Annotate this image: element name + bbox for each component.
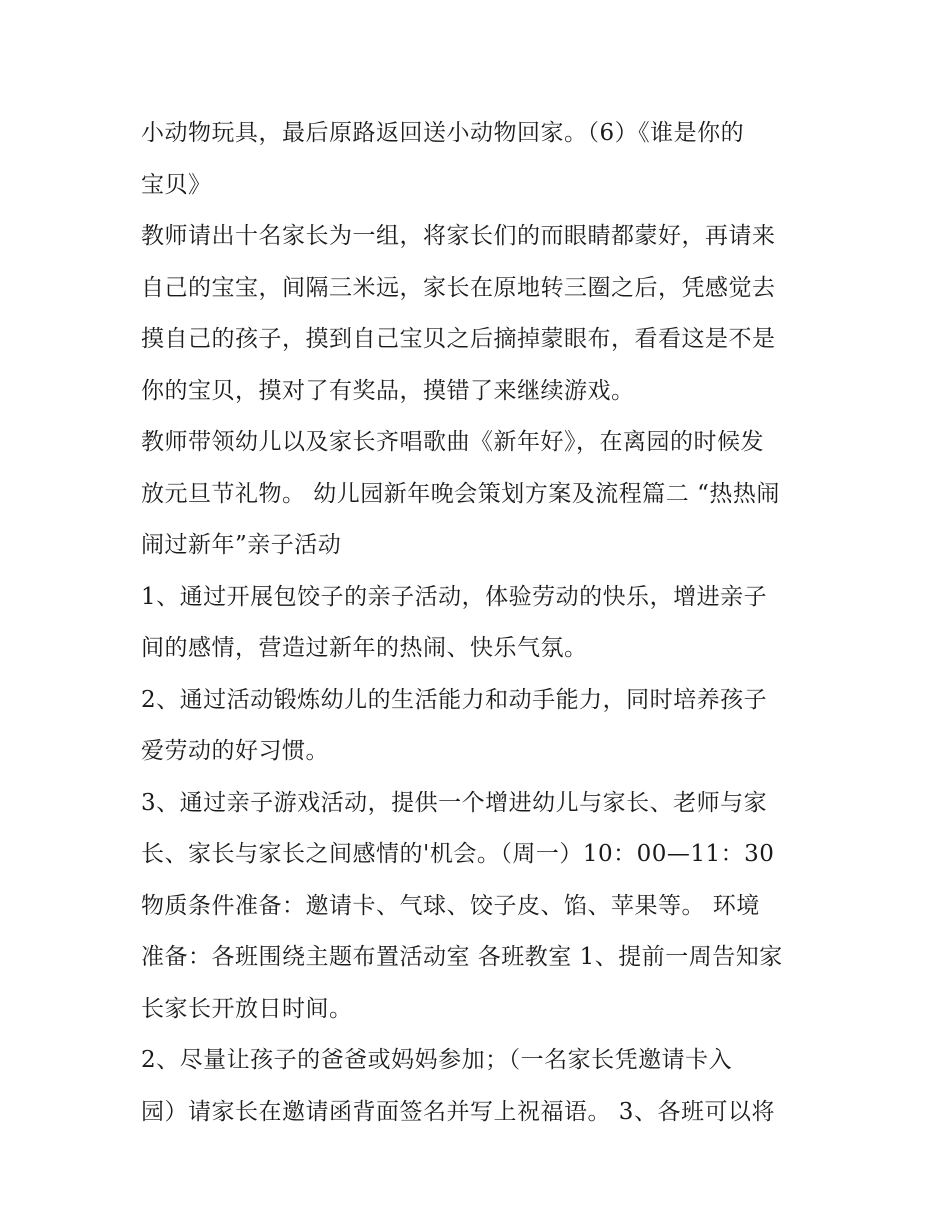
text-line: 物质条件准备：邀请卡、气球、饺子皮、馅、苹果等。 环境 <box>141 892 760 919</box>
text-line: 你的宝贝，摸对了有奖品，摸错了来继续游戏。 <box>141 377 635 404</box>
text-line: 教师带领幼儿以及家长齐唱歌曲《新年好》，在离园的时候发 <box>141 429 764 455</box>
text-line: 2、通过活动锻炼幼儿的生活能力和动手能力，同时培养孩子 <box>141 686 768 713</box>
text-line: 长家长开放日时间。 <box>141 995 353 1022</box>
text-line: 摸自己的孩子，摸到自己宝贝之后摘掉蒙眼布，看看这是不是 <box>141 326 776 352</box>
text-line: 准备：各班围绕主题布置活动室 各班教室 1、提前一周告知家 <box>141 944 783 970</box>
text-line: 放元旦节礼物。 幼儿园新年晚会策划方案及流程篇二 “热热闹 <box>141 480 780 507</box>
text-line: 宝贝》 <box>141 171 212 198</box>
text-line: 3、通过亲子游戏活动，提供一个增进幼儿与家长、老师与家 <box>141 789 768 816</box>
text-line: 闹过新年”亲子活动 <box>141 532 342 558</box>
text-line: 自己的宝宝，间隔三米远，家长在原地转三圈之后，凭感觉去 <box>141 274 776 301</box>
text-line: 间的感情，营造过新年的热闹、快乐气氛。 <box>141 635 588 661</box>
text-line: 2、尽量让孩子的爸爸或妈妈参加；（一名家长凭邀请卡入 <box>141 1047 733 1073</box>
text-line: 小动物玩具，最后原路返回送小动物回家。（6）《谁是你的 <box>141 120 745 146</box>
text-line: 长、家长与家长之间感情的'机会。（周一）10：00—11：30 <box>141 841 775 867</box>
text-line: 园）请家长在邀请函背面签名并写上祝福语。 3、各班可以将 <box>141 1098 775 1125</box>
text-line: 1、通过开展包饺子的亲子活动，体验劳动的快乐，增进亲子 <box>141 583 768 610</box>
document-body <box>141 108 821 1138</box>
text-line: 教师请出十名家长为一组，将家长们的而眼睛都蒙好，再请来 <box>141 223 776 249</box>
text-line: 爱劳动的好习惯。 <box>141 738 329 764</box>
